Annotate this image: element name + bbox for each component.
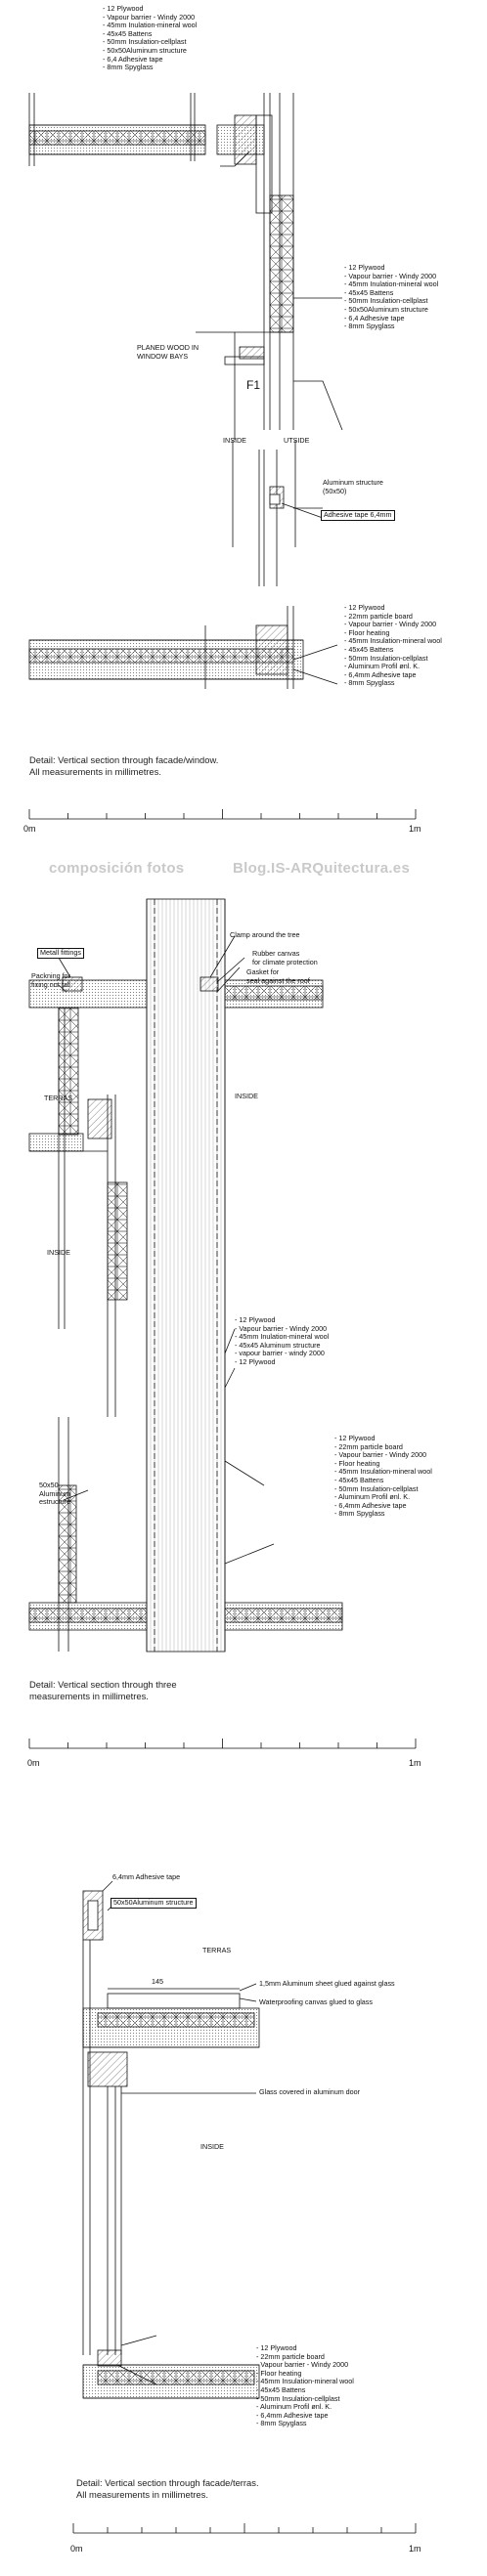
list-item: - 8mm Spyglass — [334, 1509, 385, 1519]
caption-line: Detail: Vertical section through facade/terras. — [76, 2477, 259, 2488]
detail-1-scale-start: 0m — [23, 824, 36, 834]
list-item: - 12 Plywood — [256, 2343, 297, 2352]
list-item: - 6,4 Adhesive tape — [344, 313, 405, 322]
detail-2-caption — [29, 1679, 177, 1701]
label-line: Aluminum — [39, 1488, 70, 1498]
detail-1-scale-bar — [29, 809, 416, 819]
list-item: - 6,4mm Adhesive tape — [256, 2410, 329, 2420]
caption-line: measurements in millimetres. — [29, 1690, 149, 1701]
detail-2-aluminum-left-label — [39, 1481, 70, 1507]
list-item: - 8mm Spyglass — [344, 678, 395, 688]
caption-line: All measurements in millimetres. — [29, 765, 161, 777]
label-line: seal against the roof — [246, 975, 310, 985]
detail-2-terras-label: TERRAS — [44, 1094, 73, 1102]
list-item: - 50mm Insulation-cellplast — [256, 2393, 340, 2403]
detail-1-drawing — [29, 93, 342, 689]
detail-3-scale-end: 1m — [409, 2544, 421, 2554]
list-item: - 45mm Inulation-mineral wool — [103, 21, 198, 30]
detail-3-waterproofing-label: Waterproofing canvas glued to glass — [259, 1997, 373, 2006]
label-line: 50x50 — [39, 1481, 59, 1489]
list-item: - 12 Plywood — [344, 263, 385, 272]
detail-2-bottom-layer-list — [334, 1435, 432, 1519]
list-item: - 45mm Inulation-mineral wool — [344, 279, 439, 289]
list-item: - Vapour barrier - Windy 2000 — [334, 1450, 427, 1460]
detail-2-packning-label — [31, 972, 70, 989]
label-line: WINDOW BAYS — [137, 351, 189, 361]
list-item: - 12 Plywood — [235, 1356, 276, 1366]
list-item: - 45x45 Battens — [334, 1475, 384, 1484]
list-item: - 22mm particle board — [256, 2351, 325, 2361]
list-item: - Vapour barrier - Windy 2000 — [344, 620, 437, 629]
list-item: - 12 Plywood — [103, 4, 144, 13]
detail-2-scale-start: 0m — [27, 1758, 40, 1768]
detail-1-aluminum-label — [323, 479, 383, 495]
list-item: - 45x45 Battens — [344, 644, 394, 654]
label-line: PLANED WOOD IN — [137, 343, 199, 352]
label-line: Packning for — [31, 971, 70, 980]
caption-line: All measurements in millimetres. — [76, 2488, 208, 2500]
detail-2-inside-right-label: INSIDE — [235, 1092, 258, 1100]
detail-1-f1-marker: F1 — [246, 378, 261, 392]
detail-1-inside-label: INSIDE — [223, 436, 246, 445]
list-item: - 22mm particle board — [344, 611, 413, 621]
detail-3-dimension-label: 145 — [152, 1977, 163, 1986]
watermark-right: Blog.IS-ARQuitectura.es — [233, 860, 411, 877]
list-item: - 50x50Aluminum structure — [344, 304, 428, 314]
list-item: - Aluminum Profil ønl. K. — [256, 2402, 332, 2412]
list-item: - Vapour barrier - Windy 2000 — [103, 12, 196, 21]
list-item: - Aluminum Profil ønl. K. — [334, 1492, 411, 1502]
label-line: Gasket for — [246, 967, 280, 976]
detail-3-adhesive-label: 6,4mm Adhesive tape — [112, 1872, 181, 1881]
detail-1-bottom-layer-list — [344, 604, 442, 688]
list-item: - 8mm Spyglass — [344, 322, 395, 331]
list-item: - Vapour barrier - Windy 2000 — [235, 1323, 328, 1333]
detail-2-inside-left-label: INSIDE — [47, 1248, 70, 1257]
detail-3-bottom-layer-list — [256, 2344, 354, 2428]
list-item: - 45x45 Battens — [256, 2384, 306, 2394]
detail-1-planed-wood-label — [137, 344, 199, 361]
detail-2-scale-bar — [29, 1739, 416, 1748]
list-item: - 45mm Insulation-mineral wool — [256, 2377, 354, 2386]
list-item: - 45mm Insulation-mineral wool — [344, 636, 442, 646]
detail-3-drawing — [83, 1881, 259, 2398]
list-item: - 50mm Insulation-cellplast — [344, 653, 428, 663]
detail-2-rubber-label — [252, 950, 318, 966]
list-item: - vapour barrier - windy 2000 — [235, 1349, 325, 1358]
list-item: - Aluminum Profil ønl. K. — [344, 662, 421, 671]
detail-3-aluminum-label: 50x50Aluminum structure — [111, 1898, 197, 1909]
detail-3-scale-bar — [73, 2523, 416, 2533]
list-item: - 50mm Insulation-cellplast — [344, 296, 428, 306]
list-item: - 6,4mm Adhesive tape — [344, 669, 417, 679]
list-item: - Floor heating — [256, 2368, 302, 2378]
list-item: - 45x45 Battens — [344, 287, 394, 297]
detail-1-outside-label: UTSIDE — [284, 436, 310, 445]
list-item: - 12 Plywood — [344, 603, 385, 612]
list-item: - 12 Plywood — [334, 1434, 376, 1442]
list-item: - Vapour barrier - Windy 2000 — [256, 2360, 349, 2370]
list-item: - Floor heating — [344, 627, 390, 637]
list-item: - 45x45 Aluminum structure — [235, 1340, 321, 1350]
label-line: Rubber canvas — [252, 949, 300, 958]
detail-2-scale-end: 1m — [409, 1758, 421, 1768]
list-item: - Vapour barrier - Windy 2000 — [344, 271, 437, 280]
list-item: - 50mm Insulation-cellplast — [103, 37, 187, 47]
list-item: - 8mm Spyglass — [256, 2419, 307, 2428]
caption-line: Detail: Vertical section through facade/window. — [29, 754, 219, 765]
detail-3-terras-label: TERRAS — [202, 1946, 232, 1954]
list-item: - 6,4 Adhesive tape — [103, 54, 163, 64]
detail-3-inside-label: INSIDE — [200, 2142, 224, 2151]
detail-2-drawing — [29, 899, 342, 1652]
list-item: - 50x50Aluminum structure — [103, 45, 187, 55]
detail-1-scale-end: 1m — [409, 824, 421, 834]
detail-1-mid-layer-list — [344, 264, 438, 331]
detail-2-metall-label: Metall fittings — [37, 948, 84, 959]
label-line: estructure — [39, 1497, 70, 1507]
list-item: - Floor heating — [334, 1458, 380, 1468]
detail-3-caption — [76, 2477, 259, 2500]
detail-2-gasket-label — [246, 968, 310, 985]
label-line: Aluminum structure — [323, 478, 383, 487]
list-item: - 45x45 Battens — [103, 28, 153, 38]
detail-3-glass-door-label: Glass covered in aluminum door — [259, 2087, 361, 2096]
detail-3-aluminum-sheet-label: 1,5mm Aluminum sheet glued against glass — [259, 1979, 395, 1988]
list-item: - 12 Plywood — [235, 1315, 276, 1324]
detail-3-scale-start: 0m — [70, 2544, 83, 2554]
list-item: - 45mm Inulation-mineral wool — [235, 1332, 330, 1342]
label-line: for climate protection — [252, 957, 318, 966]
list-item: - 6,4mm Adhesive tape — [334, 1500, 407, 1510]
list-item: - 45mm Insulation-mineral wool — [334, 1467, 432, 1477]
list-item: - 22mm particle board — [334, 1441, 403, 1451]
watermark-left: composición fotos — [49, 860, 185, 877]
label-line: fixing not fall — [31, 979, 70, 989]
detail-1-adhesive-label: Adhesive tape 6,4mm — [321, 510, 395, 521]
detail-2-mid-layer-list — [235, 1316, 329, 1367]
detail-1-top-layer-list — [103, 5, 197, 72]
caption-line: Detail: Vertical section through three — [29, 1679, 177, 1690]
detail-2-clamp-label: Clamp around the tree — [230, 930, 300, 939]
list-item: - 8mm Spyglass — [103, 63, 154, 72]
list-item: - 50mm Insulation-cellplast — [334, 1483, 419, 1493]
label-line: (50x50) — [323, 486, 347, 495]
detail-1-caption — [29, 754, 218, 777]
